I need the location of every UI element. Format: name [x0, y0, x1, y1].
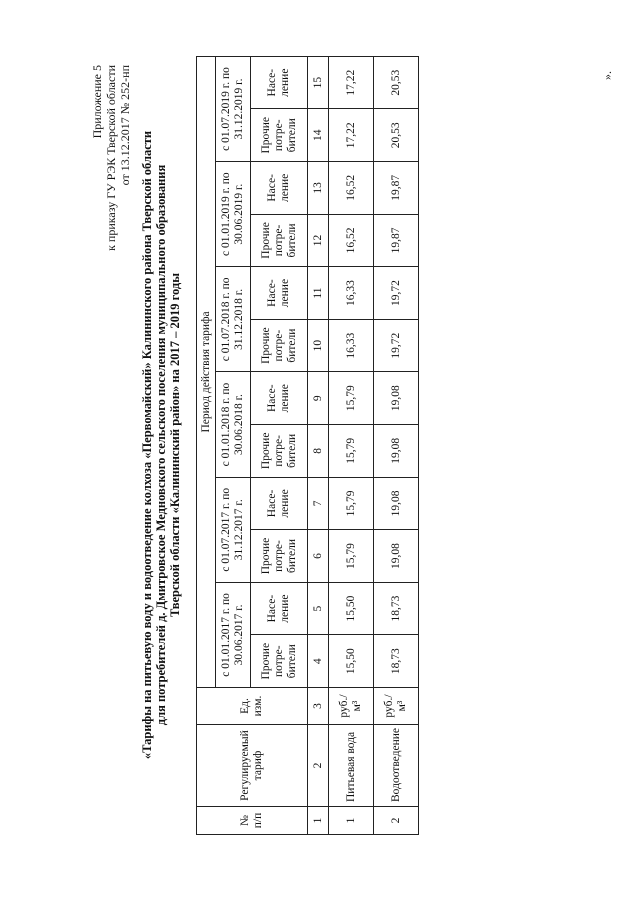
consumer-other: Прочие потре-бители: [251, 214, 308, 267]
consumer-other: Прочие потре-бители: [251, 530, 308, 583]
title-line-2: для потребителей д. Дмитровское Медновского сельского поселения муниципального образования: [154, 164, 168, 726]
tariff-value: 17,22: [329, 56, 374, 109]
consumer-other: Прочие потре-бители: [251, 109, 308, 162]
consumer-population: Насе-ление: [251, 477, 308, 530]
tariff-value: 15,79: [329, 530, 374, 583]
appendix-line-1: Приложение 5: [90, 65, 104, 139]
header-unit: Ед. изм.: [197, 688, 308, 725]
column-number: 6: [308, 530, 329, 583]
tariff-value: 19,08: [374, 530, 419, 583]
tariff-value: 19,08: [374, 425, 419, 478]
row-tariff-name: Водоотведение: [374, 725, 419, 807]
tariff-value: 15,79: [329, 425, 374, 478]
tariff-value: 18,73: [374, 635, 419, 688]
table-row: [374, 56, 419, 834]
header-tariff: Регулируемый тариф: [197, 725, 308, 807]
tariff-value: 16,52: [329, 162, 374, 215]
column-number: 9: [308, 372, 329, 425]
column-number: 15: [308, 56, 329, 109]
column-number: 4: [308, 635, 329, 688]
consumer-other: Прочие потре-бители: [251, 635, 308, 688]
document-title: [140, 45, 182, 845]
tariff-value: 15,50: [329, 635, 374, 688]
tariff-value: 19,08: [374, 477, 419, 530]
column-number: 10: [308, 319, 329, 372]
row-unit: руб./м³: [329, 688, 374, 725]
closing-quote-mark: ».: [600, 71, 614, 80]
tariff-value: 19,72: [374, 267, 419, 320]
tariff-value: 16,52: [329, 214, 374, 267]
column-number: 14: [308, 109, 329, 162]
tariff-value: 18,73: [374, 582, 419, 635]
appendix-line-3: от 13.12.2017 № 252-нп: [118, 65, 132, 186]
consumer-population: Насе-ление: [251, 267, 308, 320]
row-no: 2: [374, 807, 419, 835]
column-number: 11: [308, 267, 329, 320]
consumer-other: Прочие потре-бители: [251, 425, 308, 478]
header-period: Период действия тарифа: [197, 56, 216, 687]
consumer-population: Насе-ление: [251, 372, 308, 425]
column-number: 3: [308, 688, 329, 725]
tariff-value: 19,72: [374, 319, 419, 372]
row-unit: руб./м³: [374, 688, 419, 725]
column-number: 2: [308, 725, 329, 807]
row-tariff-name: Питьевая вода: [329, 725, 374, 807]
title-line-1: «Тарифы на питьевую воду и водоотведение колхоза «Первомайский» Калининского района Тверской области: [140, 130, 154, 760]
column-number: 7: [308, 477, 329, 530]
title-line-3: Тверской области «Калининский район» на 2017 – 2019 годы: [168, 273, 182, 617]
table-row: [329, 56, 374, 834]
consumer-population: Насе-ление: [251, 56, 308, 109]
tariff-value: 20,53: [374, 109, 419, 162]
tariff-value: 15,50: [329, 582, 374, 635]
period-5: с 01.01.2019 г. по 30.06.2019 г.: [216, 162, 251, 267]
period-1: с 01.01.2017 г. по 30.06.2017 г.: [216, 582, 251, 687]
tariff-value: 19,87: [374, 214, 419, 267]
tariff-value: 20,53: [374, 56, 419, 109]
tariff-value: 16,33: [329, 267, 374, 320]
column-number: 12: [308, 214, 329, 267]
consumer-population: Насе-ление: [251, 582, 308, 635]
consumer-population: Насе-ление: [251, 162, 308, 215]
header-no: № п/п: [197, 807, 308, 835]
column-number: 1: [308, 807, 329, 835]
tariff-value: 17,22: [329, 109, 374, 162]
period-2: с 01.07.2017 г. по 31.12.2017 г.: [216, 477, 251, 582]
period-4: с 01.07.2018 г. по 31.12.2018 г.: [216, 267, 251, 372]
tariff-value: 15,79: [329, 372, 374, 425]
column-number: 8: [308, 425, 329, 478]
period-3: с 01.01.2018 г. по 30.06.2018 г.: [216, 372, 251, 477]
tariff-value: 19,87: [374, 162, 419, 215]
consumer-other: Прочие потре-бители: [251, 319, 308, 372]
column-number-row: [308, 56, 329, 834]
column-number: 5: [308, 582, 329, 635]
tariff-table: [196, 56, 419, 835]
column-number: 13: [308, 162, 329, 215]
tariff-value: 19,08: [374, 372, 419, 425]
row-no: 1: [329, 807, 374, 835]
tariff-value: 16,33: [329, 319, 374, 372]
appendix-note: [90, 65, 132, 345]
appendix-line-2: к приказу ГУ РЭК Тверской области: [104, 65, 118, 251]
period-6: с 01.07.2019 г. по 31.12.2019 г.: [216, 56, 251, 161]
tariff-value: 15,79: [329, 477, 374, 530]
header-row-period: [197, 56, 216, 834]
